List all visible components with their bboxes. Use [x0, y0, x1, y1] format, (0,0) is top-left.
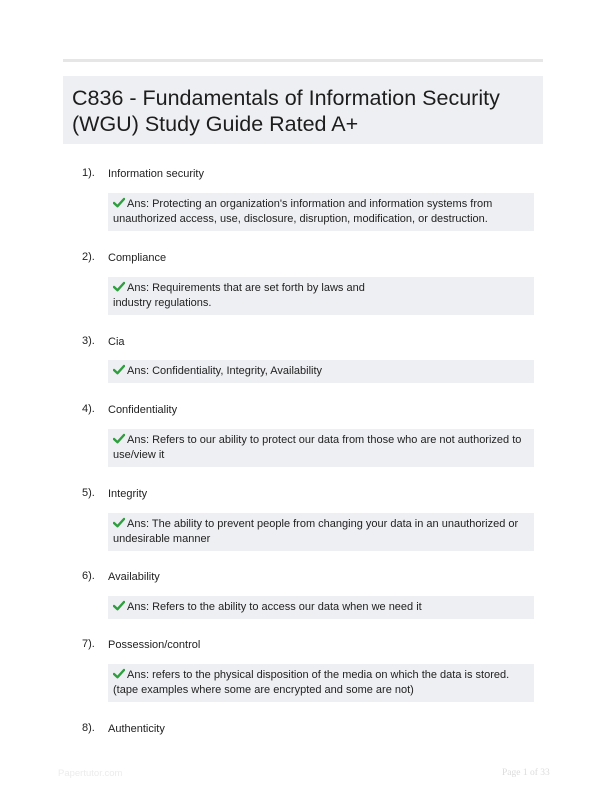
- question-text: Possession/control: [108, 639, 201, 651]
- item-number: 5).: [82, 487, 95, 499]
- title-banner: [63, 76, 543, 144]
- top-divider: [63, 59, 543, 62]
- question-text: Integrity: [108, 488, 148, 500]
- answer-box: [108, 664, 534, 702]
- answer-text: Ans: Refers to our ability to protect our data from those who are not authorized to use/view it: [113, 434, 522, 461]
- answer-box: [108, 596, 534, 619]
- answer-text: Ans: The ability to prevent people from changing your data in an unauthorized or undesirable manner: [113, 518, 519, 545]
- answer-box: [108, 429, 534, 467]
- item-number: 2).: [82, 251, 95, 263]
- question-text: Compliance: [108, 252, 167, 264]
- checkmark-icon: [113, 600, 125, 611]
- question-text: Information security: [108, 168, 204, 180]
- answer-text: Ans: Protecting an organization's information and information systems from unauthorized access, use, disclosure, disruption, modification, or destruction.: [113, 198, 493, 225]
- footer-watermark: Papertutor.com: [58, 768, 123, 779]
- item-number: 4).: [82, 403, 95, 415]
- checkmark-icon: [113, 668, 125, 679]
- question-text: Availability: [108, 571, 160, 583]
- answer-text: Ans: Confidentiality, Integrity, Availability: [127, 365, 323, 377]
- answer-box: [108, 277, 534, 315]
- answer-text: Ans: refers to the physical disposition of the media on which the data is stored. (tape examples where some are encrypted and some are not): [113, 669, 510, 696]
- item-number: 7).: [82, 638, 95, 650]
- question-text: Cia: [108, 336, 125, 348]
- answer-text-line: industry regulations.: [113, 297, 212, 309]
- answer-text: Ans: Refers to the ability to access our data when we need it: [127, 601, 422, 613]
- answer-box: [108, 360, 534, 383]
- question-text: Authenticity: [108, 723, 165, 735]
- checkmark-icon: [113, 281, 125, 292]
- answer-text-line: Ans: Requirements that are set forth by laws and: [127, 282, 365, 294]
- question-text: Confidentiality: [108, 404, 178, 416]
- checkmark-icon: [113, 433, 125, 444]
- answer-box: [108, 513, 534, 551]
- checkmark-icon: [113, 197, 125, 208]
- answer-box: [108, 193, 534, 231]
- item-number: 1).: [82, 167, 95, 179]
- item-number: 3).: [82, 335, 95, 347]
- item-number: 8).: [82, 722, 95, 734]
- item-number: 6).: [82, 570, 95, 582]
- document-title: C836 - Fundamentals of Information Security (WGU) Study Guide Rated A+: [72, 86, 500, 136]
- checkmark-icon: [113, 517, 125, 528]
- checkmark-icon: [113, 364, 125, 375]
- page-number: Page 1 of 33: [502, 768, 550, 778]
